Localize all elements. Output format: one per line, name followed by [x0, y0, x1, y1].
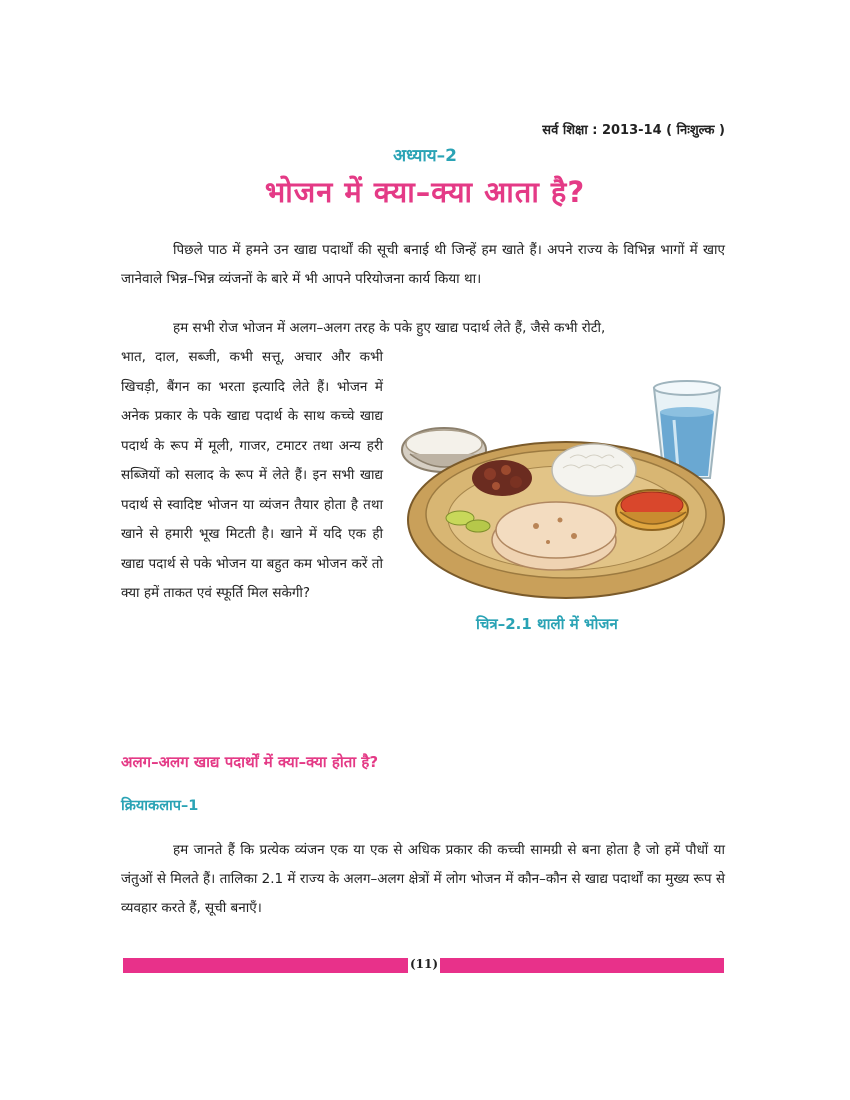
section-heading: अलग–अलग खाद्य पदार्थों में क्या–क्या होता है? [121, 753, 379, 771]
paragraph-meals-first-line [121, 314, 725, 343]
paragraph-meals-body: भात, दाल, सब्जी, कभी सत्तू, अचार और कभी खिचड़ी, बैंगन का भरता इत्यादि लेते हैं। भोजन में अनेक प्रकार के पके खाद्य पदार्थ के साथ कच्चे खाद्य पदार्थ के रूप में मूली, गाजर, टमाटर तथा अन्य हरी सब्जियों को सलाद के रूप में लेते हैं। इन सभी खाद्य पदार्थ से स्वादिष्ट भोजन या व्यंजन तैयार होता है तथा खाने से हमारी भूख मिटती है। खाने में यदि एक ही खाद्य पदार्थ से पके भोजन या बहुत कम भोजन करें तो क्या हमें ताकत एवं स्फूर्ति मिल सकेगी? [121, 349, 383, 601]
dal-bowl-icon [616, 490, 688, 530]
chapter-label: अध्याय–2 [393, 146, 457, 166]
page-title: भोजन में क्या–क्या आता है? [264, 175, 586, 209]
paragraph-activity [121, 836, 725, 923]
roti-icon [492, 502, 616, 570]
vegetable-dish-icon [472, 460, 532, 496]
paragraph-activity-text: हम जानते हैं कि प्रत्येक व्यंजन एक या एक से अधिक प्रकार की कच्ची सामग्री से बना होता है जो हमें पौधों या जंतुओं से मिलते हैं। तालिका 2.1 में राज्य के अलग–अलग क्षेत्रों में लोग भोजन में कौन–कौन से खाद्य पदार्थों का मुख्य रूप से व्यवहार करते हैं, सूची बनाएँ। [121, 842, 725, 916]
figure-caption: चित्र–2.1 थाली में भोजन [476, 615, 618, 633]
rice-icon [552, 444, 636, 496]
paragraph-meals-first-text: हम सभी रोज भोजन में अलग–अलग तरह के पके हुए खाद्य पदार्थ लेते हैं, जैसे कभी रोटी, [173, 320, 606, 336]
header-note: सर्व शिक्षा : 2013-14 ( निःशुल्क ) [542, 123, 725, 138]
page-number: (11) [409, 957, 439, 971]
thali-food-illustration [398, 350, 728, 602]
activity-heading: क्रियाकलाप–1 [121, 798, 199, 814]
footer-bar-right [440, 958, 724, 973]
footer-bar-left [123, 958, 408, 973]
paragraph-intro [121, 236, 725, 294]
paragraph-intro-text: पिछले पाठ में हमने उन खाद्य पदार्थों की सूची बनाई थी जिन्हें हम खाते हैं। अपने राज्य के विभिन्न भागों में खाए जानेवाले भिन्न–भिन्न व्यंजनों के बारे में भी आपने परियोजना कार्य किया था। [121, 242, 725, 287]
